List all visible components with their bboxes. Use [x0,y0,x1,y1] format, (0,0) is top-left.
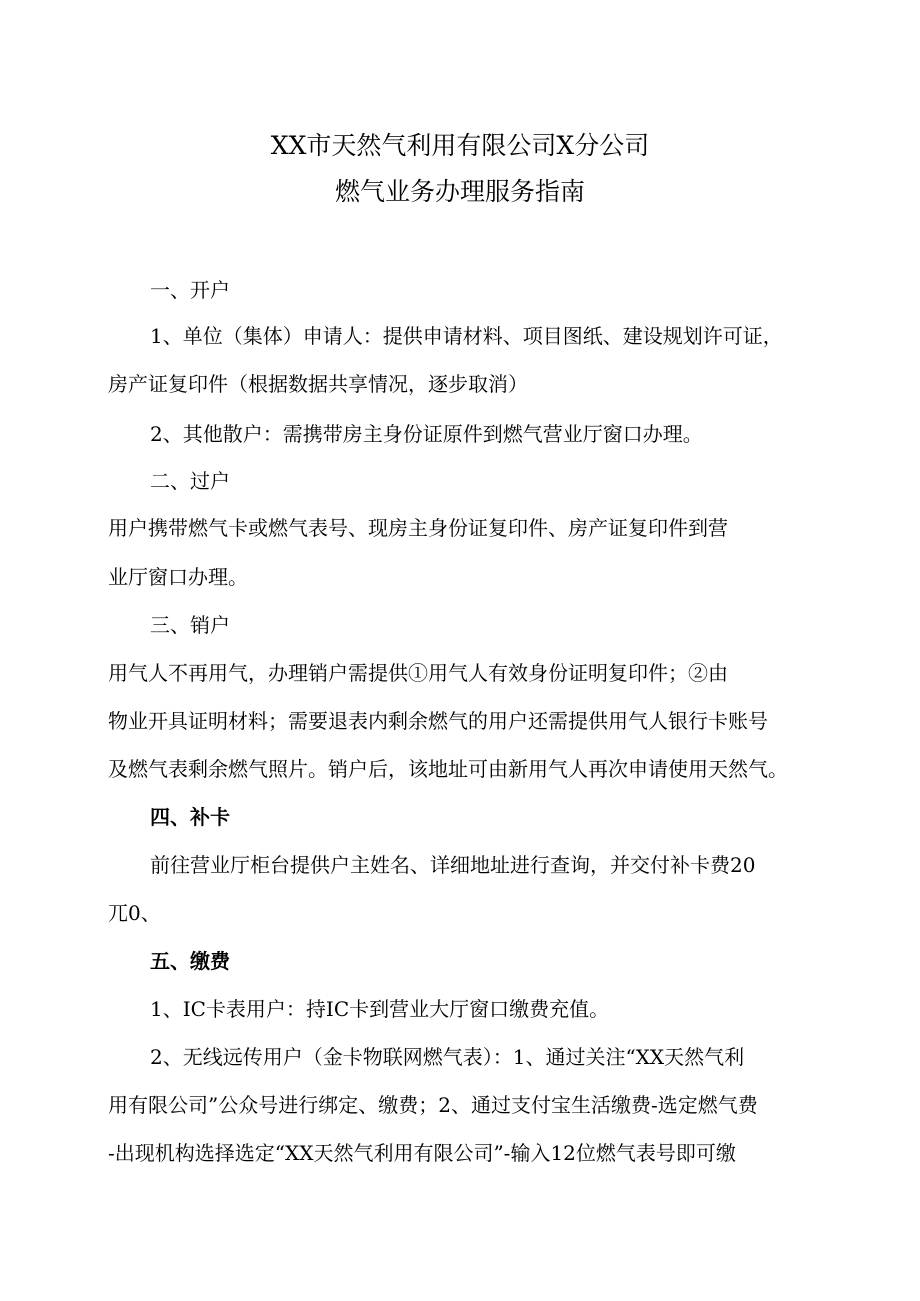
xiaohu-line2: 物业开具证明材料；需要退表内剩余燃气的用户还需提供用气人银行卡账号 [108,709,768,733]
section-heading-guohu: 二、过户 [150,469,230,493]
guohu-line2: 业厅窗口办理。 [108,565,248,589]
section-heading-kaihu: 一、开户 [150,278,230,302]
section-heading-xiaohu: 三、销户 [150,613,230,637]
xiaohu-line3: 及燃气表剩余燃气照片。销户后，该地址可由新用气人再次申请使用天然气。 [108,757,788,781]
kaihu-item2: 2、其他散户：需携带房主身份证原件到燃气营业厅窗口办理。 [150,422,703,446]
document-title-guide: 燃气业务办理服务指南 [334,177,585,206]
jiaofei-item2-line1: 2、无线远传用户（金卡物联网燃气表）：1、通过关注“XX天然气利 [150,1045,745,1069]
buka-line2: 兀0、 [108,901,161,925]
jiaofei-item1: 1、IC卡表用户：持IC卡到营业大厅窗口缴费充值。 [150,997,610,1021]
xiaohu-line1: 用气人不再用气，办理销户需提供①用气人有效身份证明复印件；②由 [108,661,728,685]
jiaofei-item2-line2: 用有限公司”公众号进行绑定、缴费；2、通过支付宝生活缴费-选定燃气费 [108,1093,758,1117]
kaihu-item1-line2: 房产证复印件（根据数据共享情况，逐步取消） [108,372,528,396]
kaihu-item1-line1: 1、单位（集体）申请人：提供申请材料、项目图纸、建设规划许可证， [150,324,783,348]
section-heading-jiaofei: 五、缴费 [150,949,230,973]
jiaofei-item2-line3: -出现机构选择选定“XX天然气利用有限公司”-输入12位燃气表号即可缴 [108,1141,736,1165]
document-title-company: XX市天然气利用有限公司X分公司 [270,131,650,160]
buka-line1: 前往营业厅柜台提供户主姓名、详细地址进行查询，并交付补卡费20 [150,853,756,877]
section-heading-buka: 四、补卡 [150,805,230,829]
guohu-line1: 用户携带燃气卡或燃气表号、现房主身份证复印件、房产证复印件到营 [108,516,728,540]
